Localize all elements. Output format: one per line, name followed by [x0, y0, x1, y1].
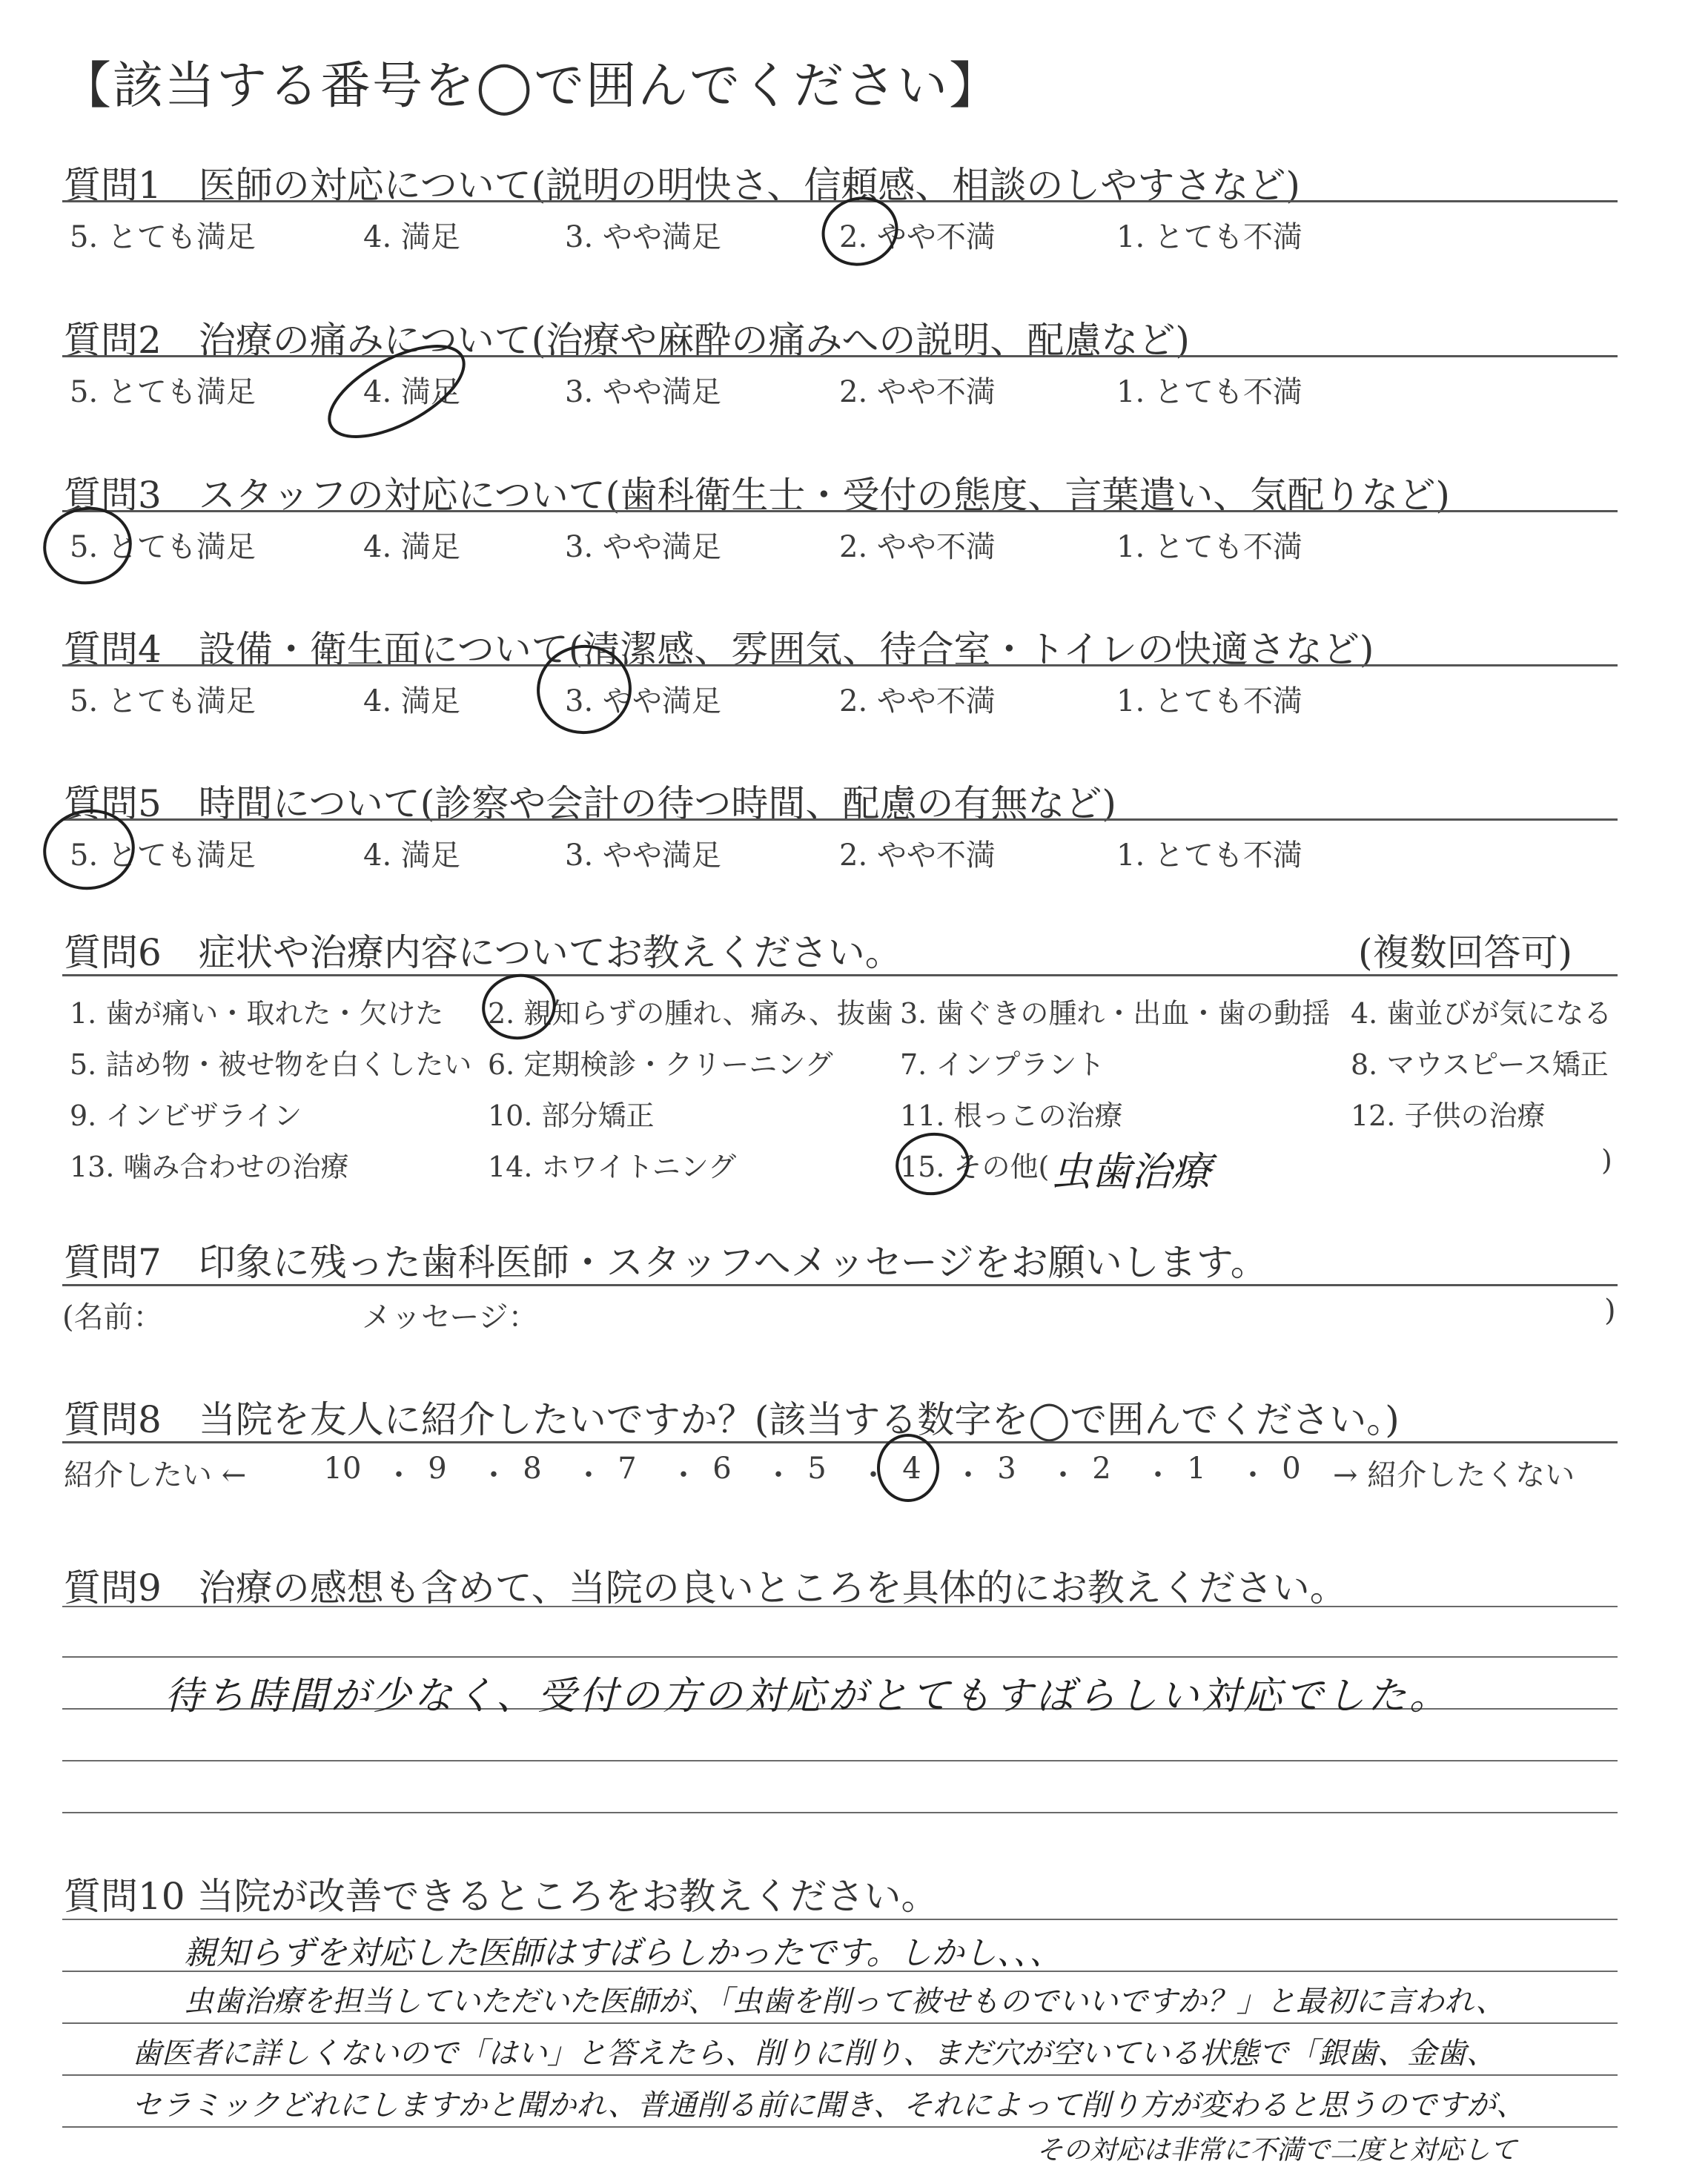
q6-option-3[interactable]: 3. 歯ぐきの腫れ・出血・歯の動揺 — [900, 997, 1331, 1030]
q2-option-4[interactable]: 4. 満足 — [363, 375, 460, 409]
q10-line-3 — [62, 2022, 1618, 2024]
q8-score-3[interactable]: 3 — [997, 1452, 1016, 1486]
q4-heading: 質問4 設備・衛生面について(清潔感、雰囲気、待合室・トイレの快適さなど) — [64, 628, 1374, 671]
q7-rule — [62, 1284, 1618, 1286]
q3-option-5[interactable]: 5. とても満足 — [70, 530, 256, 564]
q6-option-13[interactable]: 13. 噛み合わせの治療 — [70, 1151, 349, 1183]
q8-score-5[interactable]: 5 — [807, 1452, 827, 1486]
q6-note: (複数回答可) — [1358, 931, 1573, 974]
q7-heading: 質問7 印象に残った歯科医師・スタッフへメッセージをお願いします。 — [64, 1241, 1268, 1284]
q1-option-1[interactable]: 1. とても不満 — [1116, 220, 1302, 254]
q2-option-5[interactable]: 5. とても満足 — [70, 375, 256, 409]
q8-separator-dot: ・ — [764, 1458, 793, 1492]
q6-option-14[interactable]: 14. ホワイトニング — [488, 1151, 737, 1183]
q6-option-6[interactable]: 6. 定期検診・クリーニング — [488, 1048, 833, 1081]
q3-option-1[interactable]: 1. とても不満 — [1116, 530, 1302, 564]
page-title: 【該当する番号を◯で囲んでください】 — [61, 57, 1002, 116]
q4-option-5[interactable]: 5. とても満足 — [70, 684, 256, 718]
q6-option-7[interactable]: 7. インプラント — [900, 1048, 1105, 1081]
q2-option-2[interactable]: 2. やや不満 — [839, 375, 996, 409]
q10-answer-line-4[interactable]: セラミックどれにしますかと聞かれ、普通削る前に聞き、それによって削り方が変わると思うのですが、 — [132, 2088, 1526, 2123]
q8-rule — [62, 1441, 1618, 1443]
q9-answer[interactable]: 待ち時間が少なく、受付の方の対応がとてもすばらしい対応でした。 — [165, 1674, 1451, 1718]
q6-option-4[interactable]: 4. 歯並びが気になる — [1351, 997, 1612, 1030]
q3-option-4[interactable]: 4. 満足 — [363, 530, 460, 564]
q6-other-text[interactable]: 虫歯治療 — [1051, 1148, 1211, 1195]
q10-line-1 — [62, 1919, 1618, 1920]
q8-score-1[interactable]: 1 — [1187, 1452, 1206, 1486]
q1-option-5[interactable]: 5. とても満足 — [70, 220, 256, 254]
q8-right-label: → 紹介したくない — [1333, 1458, 1575, 1492]
q3-option-2[interactable]: 2. やや不満 — [839, 530, 996, 564]
q3-heading: 質問3 スタッフの対応について(歯科衛生士・受付の態度、言葉遣い、気配りなど) — [64, 474, 1450, 517]
q9-line-1 — [62, 1606, 1618, 1607]
q8-separator-dot: ・ — [858, 1458, 888, 1492]
q6-option-2[interactable]: 2. 親知らずの腫れ、痛み、抜歯 — [488, 997, 893, 1030]
q7-name-label: (名前： — [62, 1300, 163, 1334]
q3-rule — [62, 510, 1618, 512]
q10-heading: 質問10 当院が改善できるところをお教えください。 — [64, 1875, 939, 1918]
q5-heading: 質問5 時間について(診察や会計の待つ時間、配慮の有無など) — [64, 782, 1116, 825]
q4-option-4[interactable]: 4. 満足 — [363, 684, 460, 718]
q4-option-1[interactable]: 1. とても不満 — [1116, 684, 1302, 718]
q1-option-3[interactable]: 3. やや満足 — [565, 220, 721, 254]
q1-option-4[interactable]: 4. 満足 — [363, 220, 460, 254]
q10-answer-line-2[interactable]: 虫歯治療を担当していただいた医師が、「虫歯を削って被せものでいいですか？」と最初に言われ、 — [184, 1985, 1506, 2019]
q2-rule — [62, 355, 1618, 357]
q8-score-8[interactable]: 8 — [523, 1452, 542, 1486]
q8-separator-dot: ・ — [479, 1458, 509, 1492]
q7-close-paren: ) — [1604, 1294, 1616, 1328]
q6-option-8[interactable]: 8. マウスピース矯正 — [1351, 1048, 1609, 1081]
q6-option-10[interactable]: 10. 部分矯正 — [488, 1099, 655, 1132]
q10-line-5 — [62, 2126, 1618, 2128]
q8-separator-dot: ・ — [1143, 1458, 1173, 1492]
q7-message-label: メッセージ： — [362, 1300, 538, 1334]
q5-option-2[interactable]: 2. やや不満 — [839, 838, 996, 873]
q2-heading: 質問2 治療の痛みについて(治療や麻酔の痛みへの説明、配慮など) — [64, 319, 1190, 362]
q5-option-5[interactable]: 5. とても満足 — [70, 838, 256, 873]
q6-option-1[interactable]: 1. 歯が痛い・取れた・欠けた — [70, 997, 444, 1030]
q8-separator-dot: ・ — [669, 1458, 698, 1492]
q2-option-3[interactable]: 3. やや満足 — [565, 375, 721, 409]
q10-line-4 — [62, 2074, 1618, 2076]
q5-option-4[interactable]: 4. 満足 — [363, 838, 460, 873]
q8-score-7[interactable]: 7 — [618, 1452, 637, 1486]
q6-option-11[interactable]: 11. 根っこの治療 — [900, 1099, 1123, 1132]
q5-option-3[interactable]: 3. やや満足 — [565, 838, 721, 873]
q3-option-3[interactable]: 3. やや満足 — [565, 530, 721, 564]
q8-score-2[interactable]: 2 — [1092, 1452, 1111, 1486]
q8-separator-dot: ・ — [1048, 1458, 1078, 1492]
q8-separator-dot: ・ — [574, 1458, 603, 1492]
q8-separator-dot: ・ — [1238, 1458, 1268, 1492]
q9-line-4 — [62, 1760, 1618, 1761]
q8-score-4[interactable]: 4 — [902, 1452, 921, 1486]
q8-separator-dot: ・ — [384, 1458, 414, 1492]
q8-separator-dot: ・ — [953, 1458, 983, 1492]
q1-rule — [62, 200, 1618, 202]
q1-heading: 質問1 医師の対応について(説明の明快さ、信頼感、相談のしやすさなど) — [64, 164, 1300, 207]
q8-score-6[interactable]: 6 — [712, 1452, 732, 1486]
q6-heading: 質問6 症状や治療内容についてお教えください。 — [64, 931, 902, 974]
q6-option-5[interactable]: 5. 詰め物・被せ物を白くしたい — [70, 1048, 472, 1081]
q10-answer-line-1[interactable]: 親知らずを対応した医師はすばらしかったです。しかし、、、 — [184, 1934, 1062, 1972]
q9-line-5 — [62, 1812, 1618, 1813]
q5-rule — [62, 818, 1618, 821]
q4-option-3[interactable]: 3. やや満足 — [565, 684, 721, 718]
q1-option-2[interactable]: 2. やや不満 — [839, 220, 996, 254]
q6-option-12[interactable]: 12. 子供の治療 — [1351, 1099, 1546, 1132]
q2-option-1[interactable]: 1. とても不満 — [1116, 375, 1302, 409]
q5-option-1[interactable]: 1. とても不満 — [1116, 838, 1302, 873]
q8-score-10[interactable]: 10 — [323, 1452, 362, 1486]
q4-rule — [62, 664, 1618, 666]
q8-score-0[interactable]: 0 — [1282, 1452, 1301, 1486]
q9-heading: 質問9 治療の感想も含めて、当院の良いところを具体的にお教えください。 — [64, 1566, 1347, 1609]
q8-left-label: 紹介したい ← — [64, 1458, 247, 1492]
q8-score-9[interactable]: 9 — [428, 1452, 447, 1486]
q8-heading: 質問8 当院を友人に紹介したいですか？(該当する数字を◯で囲んでください。) — [64, 1398, 1400, 1441]
q10-answer-line-3[interactable]: 歯医者に詳しくないので「はい」と答えたら、削りに削り、まだ穴が空いている状態で「銀歯、金歯、 — [132, 2037, 1496, 2071]
q6-option-15[interactable]: 15. その他( — [900, 1151, 1050, 1183]
q6-rule — [62, 974, 1618, 976]
q6-close-paren: ) — [1601, 1144, 1612, 1177]
q9-line-2 — [62, 1656, 1618, 1658]
q10-answer-line-5[interactable]: その対応は非常に不満で二度と対応して — [1036, 2135, 1517, 2166]
q6-option-9[interactable]: 9. インビザライン — [70, 1099, 302, 1132]
q4-option-2[interactable]: 2. やや不満 — [839, 684, 996, 718]
